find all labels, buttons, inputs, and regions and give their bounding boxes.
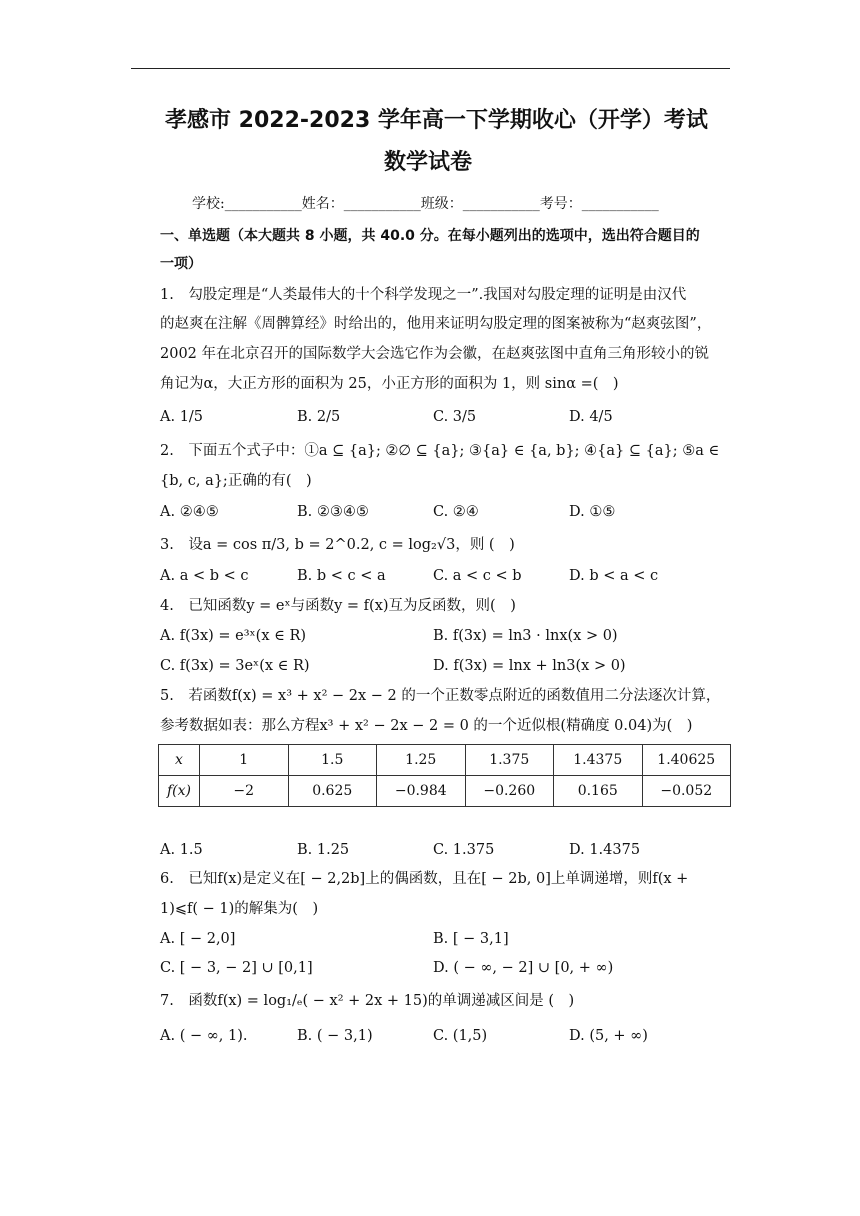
q1-option-d: D. 4/5 [569, 409, 613, 425]
q5-text: 5. 若函数f(x) = x³ + x² − 2x − 2 的一个正数零点附近的函数值用二分法逐次计算， [160, 688, 721, 704]
q7-option-b: B. ( − 3,1) [297, 1028, 373, 1044]
student-info-line: 学校:___________姓名：___________班级：___________考号：___________ [192, 196, 659, 212]
table-cell: −0.052 [642, 776, 731, 807]
table-cell: −0.984 [377, 776, 466, 807]
q1-option-c: C. 3/5 [433, 409, 477, 425]
q5-option-a: A. 1.5 [160, 842, 203, 858]
q3-option-a: A. a < b < c [160, 568, 249, 584]
table-row [159, 776, 731, 807]
table-cell: 1 [200, 745, 289, 776]
table-cell: 1.40625 [642, 745, 731, 776]
table-cell: f(x) [159, 776, 200, 807]
table-cell: −2 [200, 776, 289, 807]
q6-option-a: A. [ − 2,0] [160, 931, 236, 947]
q1-option-b: B. 2/5 [297, 409, 341, 425]
q6-option-c: C. [ − 3, − 2] ∪ [0,1] [160, 960, 313, 976]
table-cell: x [159, 745, 200, 776]
q2-text-2: {b, c, a};正确的有( ) [160, 473, 312, 489]
q3-text: 3. 设a = cos π/3, b = 2^0.2, c = log₂√3，则 ( ) [160, 537, 515, 553]
exam-subtitle: 数学试卷 [384, 150, 473, 175]
q6-option-b: B. [ − 3,1] [433, 931, 509, 947]
q1-text-4: 角记为α，大正方形的面积为 25，小正方形的面积为 1，则 sinα =( ) [160, 376, 619, 392]
q6-text: 6. 已知f(x)是定义在[ − 2,2b]上的偶函数，且在[ − 2b, 0]上单调递增，则f(x + [160, 871, 689, 887]
q3-option-b: B. b < c < a [297, 568, 386, 584]
q7-option-c: C. (1,5) [433, 1028, 488, 1044]
q3-option-c: C. a < c < b [433, 568, 522, 584]
q5-option-d: D. 1.4375 [569, 842, 641, 858]
q4-option-d: D. f(3x) = lnx + ln3(x > 0) [433, 658, 626, 674]
q5-option-c: C. 1.375 [433, 842, 495, 858]
table-cell: 1.4375 [554, 745, 643, 776]
q1-text-2: 的赵爽在注解《周髀算经》时给出的，他用来证明勾股定理的图案被称为“赵爽弦图”， [160, 316, 712, 332]
q1-text-3: 2002 年在北京召开的国际数学大会选它作为会徽，在赵爽弦图中直角三角形较小的锐 [160, 346, 710, 362]
q5-option-b: B. 1.25 [297, 842, 350, 858]
q4-option-a: A. f(3x) = e³ˣ(x ∈ R) [160, 628, 307, 644]
q4-option-b: B. f(3x) = ln3 · lnx(x > 0) [433, 628, 618, 644]
header-rule [131, 68, 730, 69]
q4-text: 4. 已知函数y = eˣ与函数y = f(x)互为反函数，则( ) [160, 598, 516, 614]
table-cell: 1.375 [465, 745, 554, 776]
q1-text: 1. 勾股定理是“人类最伟大的十个科学发现之一”.我国对勾股定理的证明是由汉代 [160, 287, 687, 303]
exam-title: 孝感市 2022-2023 学年高一下学期收心（开学）考试 [165, 108, 708, 133]
q6-option-d: D. ( − ∞, − 2] ∪ [0, + ∞) [433, 960, 614, 976]
table-row [159, 745, 731, 776]
q2-option-c: C. ②④ [433, 504, 479, 520]
section-heading: 一、单选题（本大题共 8 小题，共 40.0 分。在每小题列出的选项中，选出符合题目的 [160, 228, 700, 244]
q1-option-a: A. 1/5 [160, 409, 204, 425]
table-cell: 1.25 [377, 745, 466, 776]
q5-text-2: 参考数据如表：那么方程x³ + x² − 2x − 2 = 0 的一个近似根(精确度 0.04)为( ) [160, 718, 693, 734]
q2-option-b: B. ②③④⑤ [297, 504, 369, 520]
table-cell: 1.5 [288, 745, 377, 776]
q7-option-d: D. (5, + ∞) [569, 1028, 648, 1044]
q7-option-a: A. ( − ∞, 1). [160, 1028, 248, 1044]
section-heading-cont: 一项） [160, 256, 202, 272]
q6-text-2: 1)⩽f( − 1)的解集为( ) [160, 901, 319, 917]
q2-option-d: D. ①⑤ [569, 504, 616, 520]
table-cell: 0.165 [554, 776, 643, 807]
table-cell: −0.260 [465, 776, 554, 807]
bisection-data-table [158, 744, 731, 807]
q2-option-a: A. ②④⑤ [160, 504, 219, 520]
table-cell: 0.625 [288, 776, 377, 807]
q4-option-c: C. f(3x) = 3eˣ(x ∈ R) [160, 658, 310, 674]
q3-option-d: D. b < a < c [569, 568, 659, 584]
q7-text: 7. 函数f(x) = log₁/ₑ( − x² + 2x + 15)的单调递减区间是 ( ) [160, 993, 575, 1009]
q2-text: 2. 下面五个式子中：①a ⊆ {a}; ②∅ ⊆ {a}; ③{a} ∈ {a, b}; ④{a} ⊆ {a}; ⑤a ∈ [160, 443, 720, 459]
